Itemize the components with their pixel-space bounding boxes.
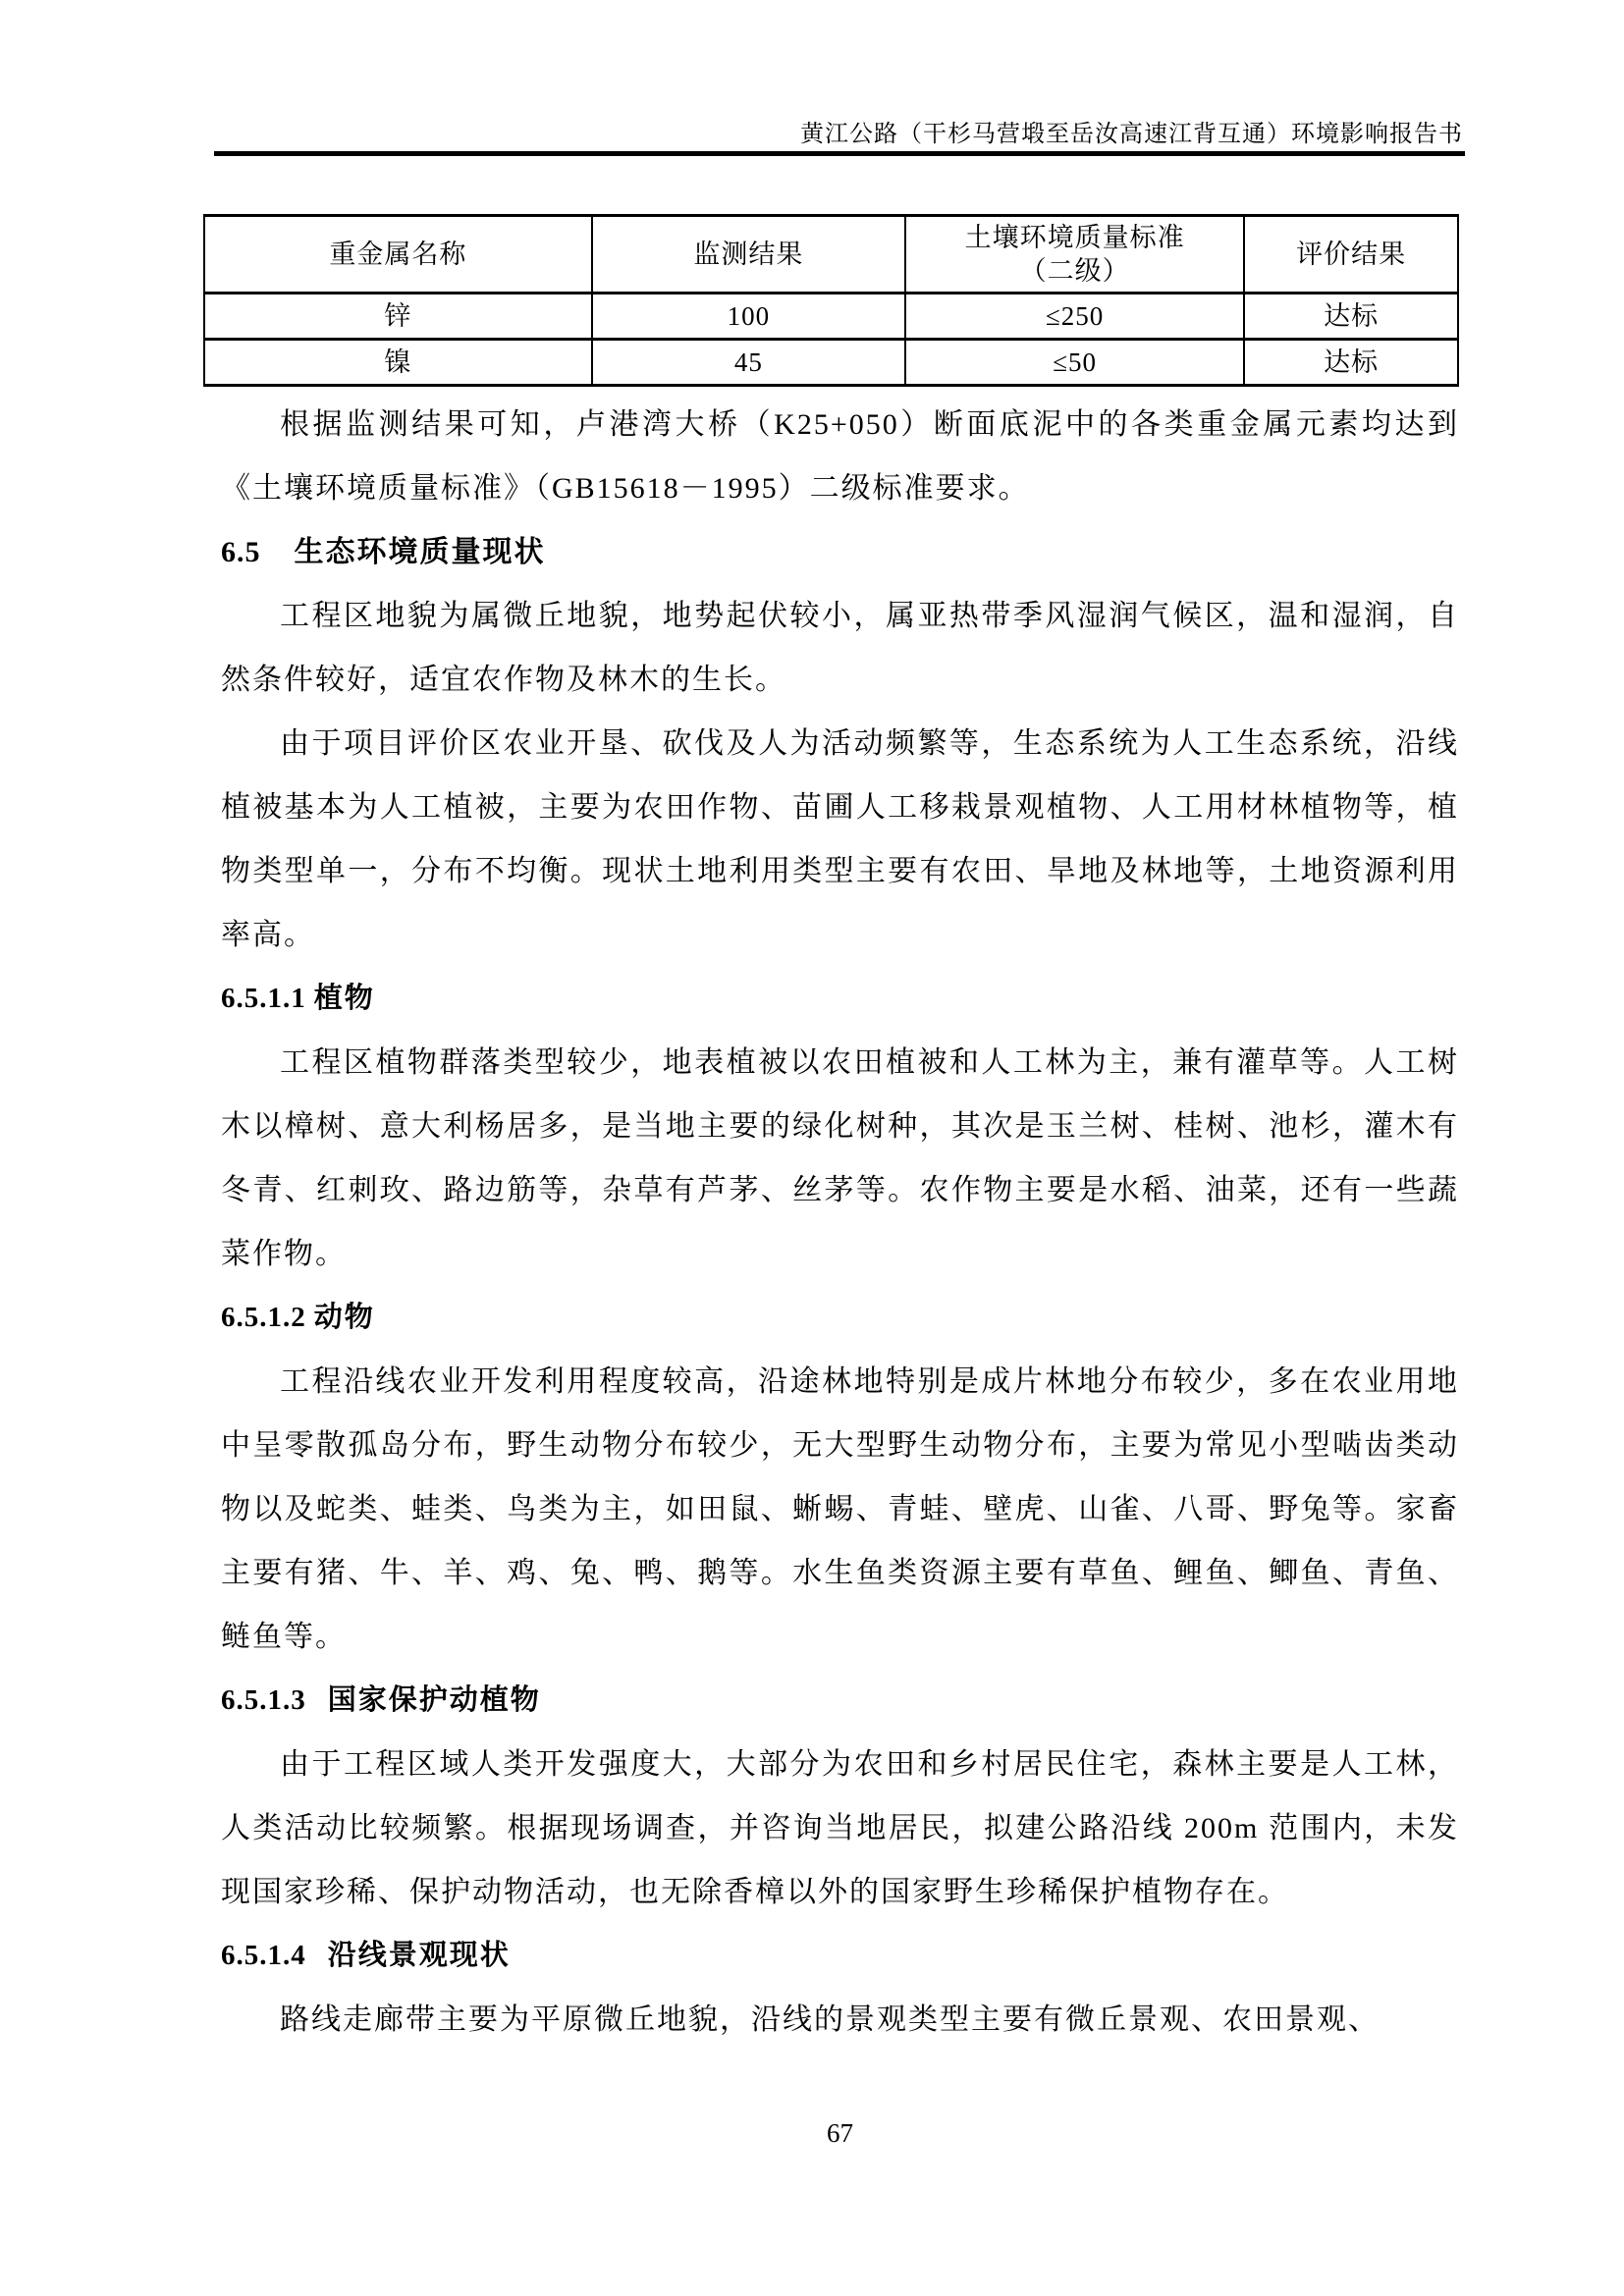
section-number: 6.5	[221, 536, 261, 568]
table-cell-standard: ≤250	[905, 294, 1244, 340]
section-heading-6-5-1-1	[221, 967, 1459, 1031]
section-number: 6.5.1.2	[221, 1302, 306, 1333]
section-title: 动物	[313, 1302, 375, 1333]
section-heading-6-5-1-3	[221, 1669, 1459, 1733]
document-header-title: 黄江公路（干杉马营塅至岳汝高速江背互通）环境影响报告书	[800, 122, 1463, 147]
paragraph-terrain-climate: 工程区地貌为属微丘地貌，地势起伏较小，属亚热带季风湿润气候区，温和湿润，自然条件较好，适宜农作物及林木的生长。	[221, 600, 1459, 696]
table-header-eval-result: 评价结果	[1244, 216, 1458, 294]
table-header-soil-standard-line1: 土壤环境质量标准	[964, 223, 1185, 252]
page-content	[221, 214, 1459, 2052]
table-cell-result: 100	[592, 294, 905, 340]
section-heading-6-5-1-4	[221, 1924, 1459, 1988]
paragraph-plants: 工程区植物群落类型较少，地表植被以农田植被和人工林为主，兼有灌草等。人工树木以樟树、意大利杨居多，是当地主要的绿化树种，其次是玉兰树、桂树、池杉，灌木有冬青、红刺玫、路边筋等，杂草有芦茅、丝茅等。农作物主要是水稻、油菜，还有一些蔬菜作物。	[221, 1046, 1459, 1270]
table-row-nickel	[204, 340, 1458, 386]
section-heading-6-5-1-2	[221, 1286, 1459, 1350]
section-title: 植物	[313, 983, 375, 1014]
paragraph-ecosystem: 由于项目评价区农业开垦、砍伐及人为活动频繁等，生态系统为人工生态系统，沿线植被基本为人工植被，主要为农田作物、苗圃人工移栽景观植物、人工用材林植物等，植物类型单一，分布不均衡。现状土地利用类型主要有农田、旱地及林地等，土地资源利用率高。	[221, 727, 1459, 951]
paragraph-animals: 工程沿线农业开发利用程度较高，沿途林地特别是成片林地分布较少，多在农业用地中呈零散孤岛分布，野生动物分布较少，无大型野生动物分布，主要为常见小型啮齿类动物以及蛇类、蛙类、鸟类为主，如田鼠、蜥蜴、青蛙、壁虎、山雀、八哥、野兔等。家畜主要有猪、牛、羊、鸡、兔、鸭、鹅等。水生鱼类资源主要有草鱼、鲤鱼、鲫鱼、青鱼、鲢鱼等。	[221, 1365, 1459, 1653]
page-number: 67	[827, 2118, 853, 2148]
table-cell-metal: 镍	[204, 340, 592, 386]
section-title: 国家保护动植物	[327, 1684, 541, 1716]
header-rule	[214, 151, 1465, 156]
section-number: 6.5.1.3	[221, 1684, 306, 1716]
table-header-monitor-result: 监测结果	[592, 216, 905, 294]
table-cell-standard: ≤50	[905, 340, 1244, 386]
section-title: 沿线景观现状	[327, 1940, 511, 1971]
paragraph-monitoring-conclusion: 根据监测结果可知，卢港湾大桥（K25+050）断面底泥中的各类重金属元素均达到《土壤环境质量标准》（GB15618－1995）二级标准要求。	[221, 408, 1459, 505]
table-header-soil-standard-line2: （二级）	[1019, 256, 1130, 286]
section-number: 6.5.1.4	[221, 1940, 306, 1971]
section-title: 生态环境质量现状	[294, 536, 546, 568]
table-header-soil-standard	[905, 216, 1244, 294]
heavy-metals-table	[203, 214, 1459, 387]
table-cell-eval: 达标	[1244, 294, 1458, 340]
table-cell-eval: 达标	[1244, 340, 1458, 386]
section-heading-6-5	[221, 520, 1459, 584]
table-header-metal-name: 重金属名称	[204, 216, 592, 294]
table-row-zinc	[204, 294, 1458, 340]
table-header-row	[204, 216, 1458, 294]
paragraph-landscape: 路线走廊带主要为平原微丘地貌，沿线的景观类型主要有微丘景观、农田景观、	[280, 2003, 1380, 2036]
section-number: 6.5.1.1	[221, 983, 306, 1014]
table-cell-result: 45	[592, 340, 905, 386]
paragraph-protected-species: 由于工程区域人类开发强度大，大部分为农田和乡村居民住宅，森林主要是人工林，人类活动比较频繁。根据现场调查，并咨询当地居民，拟建公路沿线 200m 范围内，未发现国家珍稀、保护动物活动，也无除香樟以外的国家野生珍稀保护植物存在。	[221, 1748, 1459, 1908]
table-cell-metal: 锌	[204, 294, 592, 340]
